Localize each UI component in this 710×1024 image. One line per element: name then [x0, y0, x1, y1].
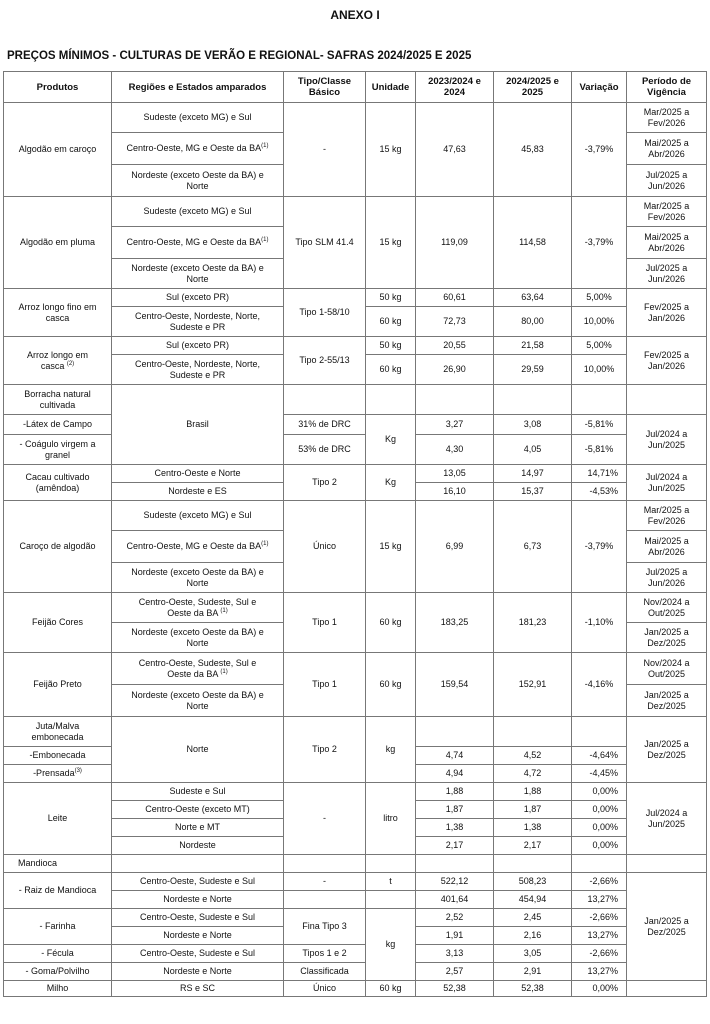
safra2-cell: 4,72	[494, 765, 572, 783]
periodo-cell: Jan/2025 a Dez/2025	[627, 873, 707, 981]
periodo-cell: Nov/2024 a Out/2025	[627, 653, 707, 685]
produto-cell: - Fécula	[4, 945, 112, 963]
safra1-cell: 20,55	[416, 337, 494, 355]
variacao-cell: -2,66%	[572, 945, 627, 963]
periodo-cell: Fev/2025 a Jan/2026	[627, 337, 707, 385]
produto-cell: Feijão Cores	[4, 593, 112, 653]
variacao-cell: -3,79%	[572, 197, 627, 289]
safra1-cell: 16,10	[416, 483, 494, 501]
produto-cell: Arroz longo em casca $^{(2)}$	[4, 337, 112, 385]
variacao-cell: 0,00%	[572, 981, 627, 997]
safra2-cell: 3,08	[494, 415, 572, 435]
regiao-cell: RS e SC	[112, 981, 284, 997]
periodo-cell: Mar/2025 a Fev/2026	[627, 501, 707, 531]
safra2-cell: 63,64	[494, 289, 572, 307]
table-row	[4, 873, 707, 891]
variacao-cell: -1,10%	[572, 593, 627, 653]
safra1-cell: 2,57	[416, 963, 494, 981]
tipo-cell: Único	[284, 981, 366, 997]
produto-cell: Feijão Preto	[4, 653, 112, 717]
regiao-cell: Centro-Oeste, Sudeste, Sul e Oeste da BA $^{(1)}$	[112, 653, 284, 685]
produto-cell: Algodão em caroço	[4, 103, 112, 197]
unidade-cell: 50 kg	[366, 337, 416, 355]
regiao-cell: Sudeste e Sul	[112, 783, 284, 801]
variacao-cell: 0,00%	[572, 783, 627, 801]
safra1-cell: 4,30	[416, 435, 494, 465]
variacao-cell: -2,66%	[572, 909, 627, 927]
unidade-cell: 15 kg	[366, 197, 416, 289]
periodo-cell: Mai/2025 a Abr/2026	[627, 227, 707, 259]
regiao-cell: Sul (exceto PR)	[112, 337, 284, 355]
produto-cell: Caroço de algodão	[4, 501, 112, 593]
safra1-cell: 3,13	[416, 945, 494, 963]
regiao-cell: Sul (exceto PR)	[112, 289, 284, 307]
unidade-cell: 15 kg	[366, 501, 416, 593]
safra1-cell: 13,05	[416, 465, 494, 483]
variacao-cell: 10,00%	[572, 307, 627, 337]
produto-cell: - Raiz de Mandioca	[4, 873, 112, 909]
periodo-cell: Mar/2025 a Fev/2026	[627, 103, 707, 133]
table-row	[4, 855, 707, 873]
safra2-cell: 454,94	[494, 891, 572, 909]
safra2-cell: 4,52	[494, 747, 572, 765]
regiao-cell: Centro-Oeste, MG e Oeste da BA$^{(1)}$	[112, 227, 284, 259]
unidade-cell: 50 kg	[366, 289, 416, 307]
safra1-cell: 52,38	[416, 981, 494, 997]
safra2-cell: 2,91	[494, 963, 572, 981]
tipo-cell: Tipo 2-55/13	[284, 337, 366, 385]
produto-cell: - Farinha	[4, 909, 112, 945]
periodo-cell: Mai/2025 a Abr/2026	[627, 133, 707, 165]
table-row	[4, 981, 707, 997]
produto-cell: Leite	[4, 783, 112, 855]
regiao-cell: Nordeste e Norte	[112, 927, 284, 945]
safra2-cell: 1,88	[494, 783, 572, 801]
table-row	[4, 337, 707, 355]
periodo-cell: Jul/2025 a Jun/2026	[627, 563, 707, 593]
safra1-cell: 26,90	[416, 355, 494, 385]
variacao-cell: 13,27%	[572, 891, 627, 909]
produto-cell: Milho	[4, 981, 112, 997]
produto-cell: Arroz longo fino em casca	[4, 289, 112, 337]
safra2-cell: 45,83	[494, 103, 572, 197]
periodo-cell: Jul/2025 a Jun/2026	[627, 165, 707, 197]
regiao-cell: Centro-Oeste, Sudeste e Sul	[112, 945, 284, 963]
tipo-cell: -	[284, 103, 366, 197]
variacao-cell: 5,00%	[572, 289, 627, 307]
variacao-cell: 13,27%	[572, 963, 627, 981]
table-row	[4, 909, 707, 927]
regiao-cell: Centro-Oeste, Sudeste, Sul e Oeste da BA $^{(1)}$	[112, 593, 284, 623]
header-periodo: Período de Vigência	[627, 72, 707, 103]
safra1-cell: 1,87	[416, 801, 494, 819]
regiao-cell: Nordeste e ES	[112, 483, 284, 501]
table-row	[4, 945, 707, 963]
variacao-cell: -4,16%	[572, 653, 627, 717]
tipo-cell: 31% de DRC	[284, 415, 366, 435]
safra1-cell: 4,74	[416, 747, 494, 765]
table-row	[4, 103, 707, 133]
safra1-cell: 1,38	[416, 819, 494, 837]
unidade-cell: kg	[366, 909, 416, 981]
table-row	[4, 963, 707, 981]
produto-cell: Algodão em pluma	[4, 197, 112, 289]
tipo-cell: Tipo 1	[284, 653, 366, 717]
safra2-cell: 152,91	[494, 653, 572, 717]
regiao-cell: Centro-Oeste, MG e Oeste da BA$^{(1)}$	[112, 133, 284, 165]
unidade-cell: 60 kg	[366, 653, 416, 717]
produto-cell: - Goma/Polvilho	[4, 963, 112, 981]
variacao-cell: -3,79%	[572, 501, 627, 593]
regiao-cell: Nordeste (exceto Oeste da BA) e Norte	[112, 685, 284, 717]
table-row	[4, 783, 707, 801]
safra1-cell: 159,54	[416, 653, 494, 717]
periodo-cell: Jul/2024 a Jun/2025	[627, 465, 707, 501]
variacao-cell: 0,00%	[572, 837, 627, 855]
table-header-row	[4, 72, 707, 103]
variacao-cell: -4,45%	[572, 765, 627, 783]
table-row	[4, 501, 707, 531]
safra1-cell: 60,61	[416, 289, 494, 307]
produto-cell: - Coágulo virgem a granel	[4, 435, 112, 465]
safra1-cell: 1,88	[416, 783, 494, 801]
header-safra-1: 2023/2024 e 2024	[416, 72, 494, 103]
safra2-cell: 14,97	[494, 465, 572, 483]
regiao-cell: Nordeste (exceto Oeste da BA) e Norte	[112, 563, 284, 593]
variacao-cell: -3,79%	[572, 103, 627, 197]
safra1-cell: 401,64	[416, 891, 494, 909]
table-row	[4, 465, 707, 483]
tipo-cell: Tipo 2	[284, 717, 366, 783]
tipo-cell: Tipo 2	[284, 465, 366, 501]
variacao-cell: 14,71%	[572, 465, 627, 483]
variacao-cell: 0,00%	[572, 801, 627, 819]
safra2-cell: 80,00	[494, 307, 572, 337]
periodo-cell: Jan/2025 a Dez/2025	[627, 623, 707, 653]
tipo-cell: Classificada	[284, 963, 366, 981]
regiao-cell: Sudeste (exceto MG) e Sul	[112, 501, 284, 531]
table-row	[4, 435, 707, 465]
periodo-cell: Jul/2025 a Jun/2026	[627, 259, 707, 289]
regiao-cell: Nordeste (exceto Oeste da BA) e Norte	[112, 623, 284, 653]
safra2-cell: 21,58	[494, 337, 572, 355]
unidade-cell: Kg	[366, 415, 416, 465]
regiao-cell: Brasil	[112, 385, 284, 465]
safra1-cell: 2,17	[416, 837, 494, 855]
produto-cell: -Embonecada	[4, 747, 112, 765]
unidade-cell: Kg	[366, 465, 416, 501]
variacao-cell: -2,66%	[572, 873, 627, 891]
safra2-cell: 2,17	[494, 837, 572, 855]
table-row	[4, 717, 707, 747]
safra1-cell: 3,27	[416, 415, 494, 435]
regiao-cell: Centro-Oeste, MG e Oeste da BA$^{(1)}$	[112, 531, 284, 563]
safra1-cell: 2,52	[416, 909, 494, 927]
produto-cell: Cacau cultivado (amêndoa)	[4, 465, 112, 501]
safra1-cell: 6,99	[416, 501, 494, 593]
produto-cell: -Látex de Campo	[4, 415, 112, 435]
regiao-cell: Centro-Oeste, Sudeste e Sul	[112, 909, 284, 927]
safra2-cell: 508,23	[494, 873, 572, 891]
safra2-cell: 15,37	[494, 483, 572, 501]
produto-cell: Juta/Malva embonecada	[4, 717, 112, 747]
regiao-cell: Nordeste e Norte	[112, 891, 284, 909]
unidade-cell: t	[366, 873, 416, 891]
tipo-cell: Fina Tipo 3	[284, 909, 366, 945]
header-safra-2: 2024/2025 e 2025	[494, 72, 572, 103]
regiao-cell: Centro-Oeste e Norte	[112, 465, 284, 483]
regiao-cell: Nordeste e Norte	[112, 963, 284, 981]
periodo-cell: Jul/2024 a Jun/2025	[627, 783, 707, 855]
safra2-cell: 6,73	[494, 501, 572, 593]
safra2-cell: 2,16	[494, 927, 572, 945]
regiao-cell: Centro-Oeste, Nordeste, Norte, Sudeste e PR	[112, 355, 284, 385]
unidade-cell: litro	[366, 783, 416, 855]
safra1-cell: 4,94	[416, 765, 494, 783]
safra2-cell: 1,38	[494, 819, 572, 837]
periodo-cell: Fev/2025 a Jan/2026	[627, 289, 707, 337]
produto-cell: Borracha natural cultivada	[4, 385, 112, 415]
regiao-cell: Centro-Oeste, Sudeste e Sul	[112, 873, 284, 891]
safra1-cell: 183,25	[416, 593, 494, 653]
variacao-cell: -5,81%	[572, 435, 627, 465]
table-row	[4, 593, 707, 623]
produto-cell: Mandioca	[4, 855, 112, 873]
table-row	[4, 653, 707, 685]
unidade-cell: kg	[366, 717, 416, 783]
periodo-cell: Jan/2025 a Dez/2025	[627, 717, 707, 783]
unidade-cell: 15 kg	[366, 103, 416, 197]
table-row	[4, 197, 707, 227]
table-row	[4, 415, 707, 435]
regiao-cell: Nordeste (exceto Oeste da BA) e Norte	[112, 259, 284, 289]
variacao-cell: -4,53%	[572, 483, 627, 501]
safra1-cell: 119,09	[416, 197, 494, 289]
safra2-cell: 1,87	[494, 801, 572, 819]
produto-cell: -Prensada$^{(3)}$	[4, 765, 112, 783]
document-title: PREÇOS MÍNIMOS - CULTURAS DE VERÃO E REGIONAL- SAFRAS 2024/2025 E 2025	[7, 50, 472, 62]
regiao-cell: Sudeste (exceto MG) e Sul	[112, 103, 284, 133]
regiao-cell: Norte e MT	[112, 819, 284, 837]
tipo-cell: Tipo 1	[284, 593, 366, 653]
unidade-cell: 60 kg	[366, 307, 416, 337]
variacao-cell: 5,00%	[572, 337, 627, 355]
header-tipo: Tipo/Classe Básico	[284, 72, 366, 103]
safra2-cell: 2,45	[494, 909, 572, 927]
tipo-cell: Único	[284, 501, 366, 593]
regiao-cell: Sudeste (exceto MG) e Sul	[112, 197, 284, 227]
regiao-cell: Nordeste (exceto Oeste da BA) e Norte	[112, 165, 284, 197]
periodo-cell: Jul/2024 a Jun/2025	[627, 415, 707, 465]
safra1-cell: 522,12	[416, 873, 494, 891]
header-produtos: Produtos	[4, 72, 112, 103]
safra1-cell: 1,91	[416, 927, 494, 945]
header-unidade: Unidade	[366, 72, 416, 103]
tipo-cell: 53% de DRC	[284, 435, 366, 465]
annex-label: ANEXO I	[330, 8, 380, 22]
safra2-cell: 3,05	[494, 945, 572, 963]
regiao-cell: Centro-Oeste (exceto MT)	[112, 801, 284, 819]
periodo-cell: Jan/2025 a Dez/2025	[627, 685, 707, 717]
safra2-cell: 4,05	[494, 435, 572, 465]
regiao-cell: Nordeste	[112, 837, 284, 855]
variacao-cell: 0,00%	[572, 819, 627, 837]
periodo-cell: Mai/2025 a Abr/2026	[627, 531, 707, 563]
tipo-cell: Tipo 1-58/10	[284, 289, 366, 337]
unidade-cell: 60 kg	[366, 355, 416, 385]
header-variacao: Variação	[572, 72, 627, 103]
safra2-cell: 181,23	[494, 593, 572, 653]
safra2-cell: 52,38	[494, 981, 572, 997]
safra2-cell: 29,59	[494, 355, 572, 385]
safra1-cell: 47,63	[416, 103, 494, 197]
table-row	[4, 289, 707, 307]
regiao-cell: Norte	[112, 717, 284, 783]
periodo-cell: Nov/2024 a Out/2025	[627, 593, 707, 623]
tipo-cell: -	[284, 783, 366, 855]
tipo-cell: Tipos 1 e 2	[284, 945, 366, 963]
variacao-cell: 13,27%	[572, 927, 627, 945]
variacao-cell: 10,00%	[572, 355, 627, 385]
regiao-cell: Centro-Oeste, Nordeste, Norte, Sudeste e PR	[112, 307, 284, 337]
safra2-cell: 114,58	[494, 197, 572, 289]
header-regioes: Regiões e Estados amparados	[112, 72, 284, 103]
safra1-cell: 72,73	[416, 307, 494, 337]
tipo-cell: Tipo SLM 41.4	[284, 197, 366, 289]
periodo-cell: Mar/2025 a Fev/2026	[627, 197, 707, 227]
table-row	[4, 385, 707, 415]
unidade-cell: 60 kg	[366, 981, 416, 997]
variacao-cell: -5,81%	[572, 415, 627, 435]
tipo-cell: -	[284, 873, 366, 891]
unidade-cell: 60 kg	[366, 593, 416, 653]
minimum-prices-table	[3, 71, 707, 997]
variacao-cell: -4,64%	[572, 747, 627, 765]
